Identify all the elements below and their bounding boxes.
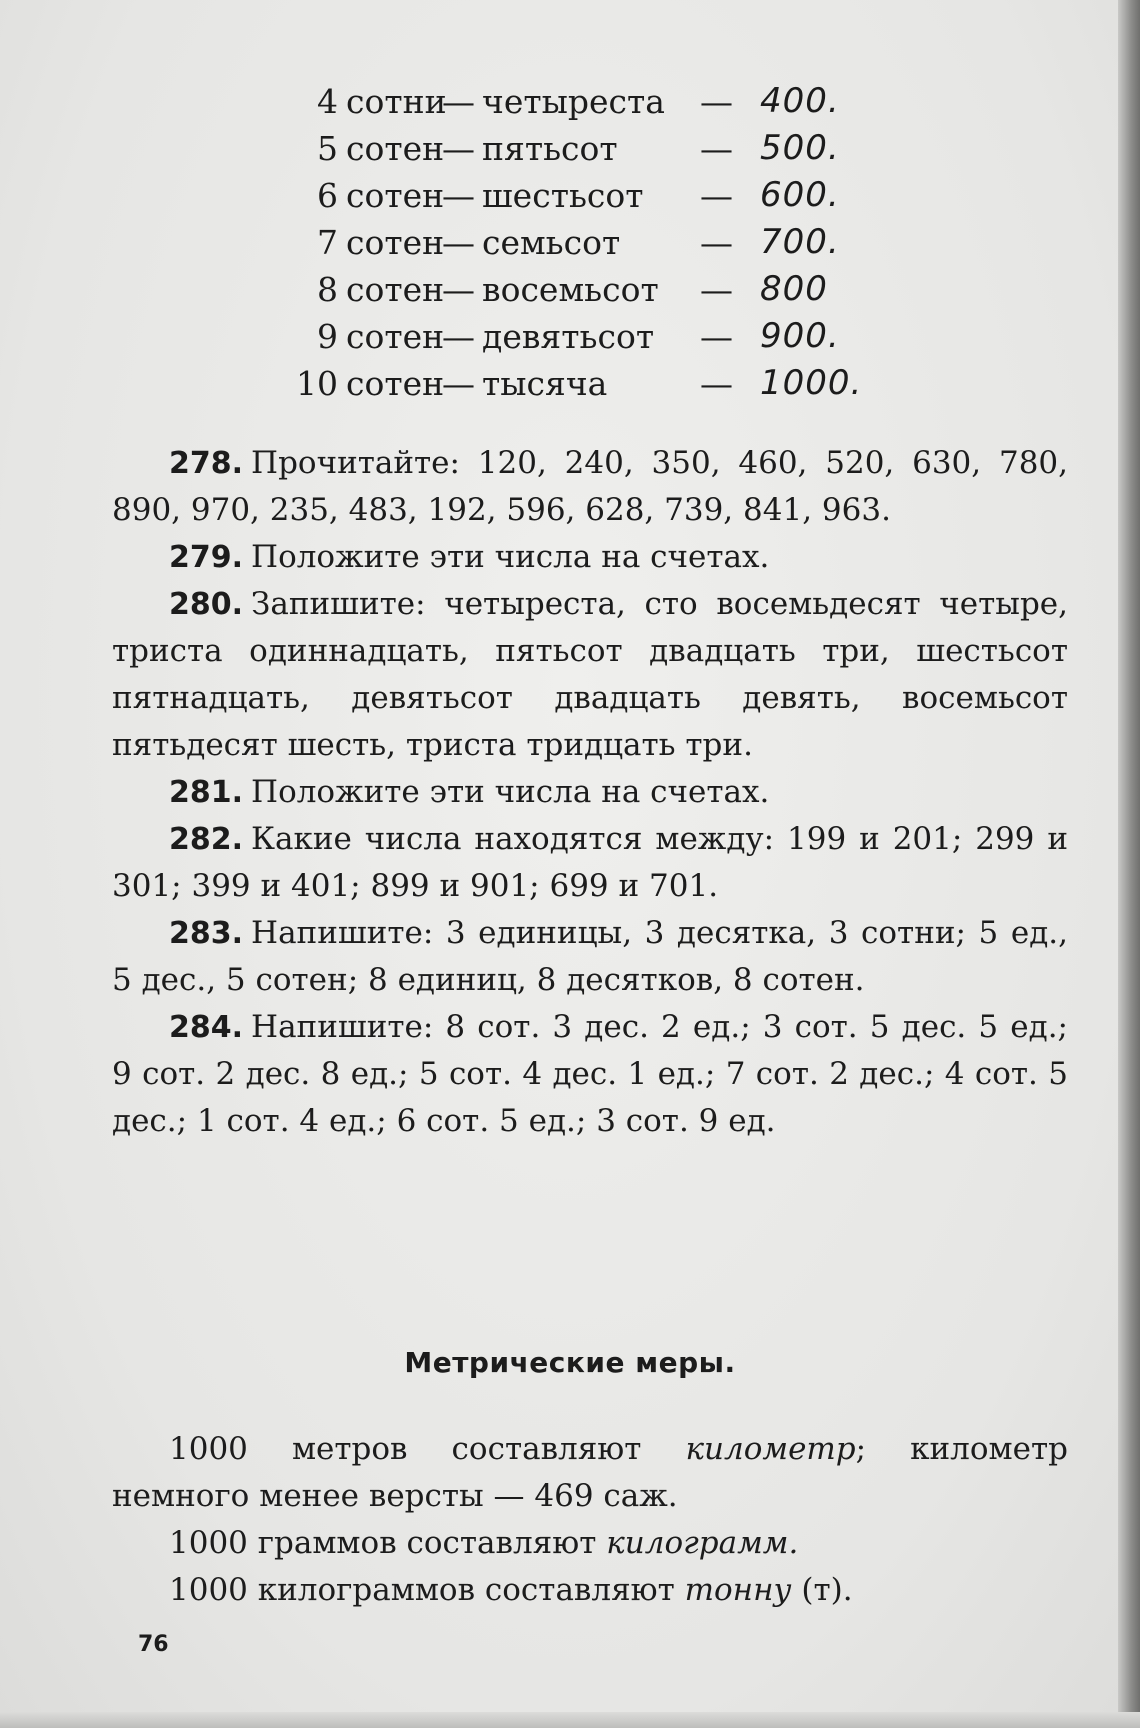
table-row (300, 125, 860, 172)
row-number: 900. (760, 316, 840, 356)
row-dash: — (700, 270, 733, 309)
exercise-number: 278. (169, 446, 244, 481)
exercise-279 (112, 534, 1068, 581)
metric-text: ; километр немного менее версты — 469 саж. (112, 1431, 1068, 1514)
row-dash: — (442, 317, 475, 356)
exercise-284 (112, 1004, 1068, 1145)
row-number: 800 (760, 269, 828, 309)
metric-text: (т). (791, 1572, 853, 1608)
row-word: сотен (346, 270, 445, 309)
exercise-number: 280. (169, 587, 244, 622)
table-row (300, 219, 860, 266)
metric-term: килограмм. (606, 1525, 799, 1561)
metric-text: 1000 граммов составляют (169, 1525, 597, 1561)
table-row (300, 172, 860, 219)
exercise-text: Положите эти числа на счетах. (251, 539, 770, 575)
row-dash: — (442, 129, 475, 168)
row-word: сотен (346, 364, 445, 403)
exercise-280 (112, 581, 1068, 769)
section-heading: Метрические меры. (404, 1346, 736, 1379)
row-count: 7 (317, 223, 338, 262)
page-bottom-shadow (0, 1712, 1140, 1728)
page-number: 76 (138, 1632, 169, 1657)
exercise-text: Какие числа находятся между: 199 и 201; 299 и 301; 399 и 401; 899 и 901; 699 и 701. (112, 821, 1068, 904)
metric-paragraph-ton (112, 1567, 1068, 1614)
exercise-number: 279. (169, 540, 244, 575)
exercise-278 (112, 440, 1068, 534)
row-name: тысяча (482, 364, 608, 403)
row-count: 4 (317, 82, 338, 121)
metric-term: тонну (684, 1572, 792, 1608)
row-name: восемьсот (482, 270, 659, 309)
exercise-282 (112, 816, 1068, 910)
table-row (296, 360, 863, 407)
row-dash: — (442, 364, 475, 403)
exercise-number: 284. (169, 1010, 244, 1045)
row-dash: — (442, 82, 475, 121)
page-edge-shadow (1118, 0, 1140, 1728)
exercise-text: Напишите: 3 единицы, 3 десятка, 3 сотни; 5 ед., 5 дес., 5 сотен; 8 единиц, 8 десятков, 8 сотен. (112, 915, 1068, 998)
row-count: 6 (317, 176, 338, 215)
exercise-list (112, 440, 1068, 1145)
table-row (300, 266, 860, 313)
metric-term: километр (685, 1431, 856, 1467)
hundreds-table (296, 78, 863, 407)
row-dash: — (700, 223, 733, 262)
row-word: сотен (346, 317, 445, 356)
exercise-text: Напишите: 8 сот. 3 дес. 2 ед.; 3 сот. 5 дес. 5 ед.; 9 сот. 2 дес. 8 ед.; 5 сот. 4 дес. 1 ед.; 7 сот. 2 дес.; 4 сот. 5 дес.; 1 сот. 4 ед.; 6 сот. 5 ед.; 3 сот. 9 ед. (112, 1009, 1068, 1139)
row-word: сотен (346, 129, 445, 168)
row-word: сотен (346, 223, 445, 262)
exercise-text: Запишите: четыреста, сто восемьдесят четыре, триста одиннадцать, пятьсот двадцать три, шестьсот пятнадцать, девятьсот двадцать девять, восемьсот пятьдесят шесть, триста тридцать три. (112, 586, 1068, 763)
row-dash: — (442, 270, 475, 309)
row-number: 500. (760, 128, 840, 168)
row-name: шестьсот (482, 176, 644, 215)
exercise-number: 283. (169, 916, 244, 951)
row-name: четыреста (482, 82, 665, 121)
row-count: 8 (317, 270, 338, 309)
row-word: сотен (346, 176, 445, 215)
row-dash: — (700, 364, 733, 403)
row-number: 1000. (760, 363, 863, 403)
metric-text: 1000 килограммов составляют (169, 1572, 675, 1608)
row-dash: — (700, 176, 733, 215)
exercise-text: Положите эти числа на счетах. (251, 774, 770, 810)
table-row (300, 313, 860, 360)
row-dash: — (442, 223, 475, 262)
row-count: 5 (317, 129, 338, 168)
row-dash: — (442, 176, 475, 215)
metric-paragraph-kg (112, 1520, 1068, 1567)
metric-section (112, 1426, 1068, 1614)
row-name: семьсот (482, 223, 621, 262)
row-number: 600. (760, 175, 840, 215)
row-dash: — (700, 317, 733, 356)
metric-text: 1000 метров составляют (169, 1431, 642, 1467)
row-name: пятьсот (482, 129, 618, 168)
exercise-283 (112, 910, 1068, 1004)
row-dash: — (700, 82, 733, 121)
row-name: девятьсот (482, 317, 655, 356)
row-dash: — (700, 129, 733, 168)
row-word: сотни (346, 82, 447, 121)
exercise-text: Прочитайте: 120, 240, 350, 460, 520, 630, 780, 890, 970, 235, 483, 192, 596, 628, 739, 841, 963. (112, 445, 1068, 528)
exercise-281 (112, 769, 1068, 816)
exercise-number: 282. (169, 822, 244, 857)
row-number: 700. (760, 222, 840, 262)
table-row (300, 78, 860, 125)
row-count: 10 (296, 364, 338, 403)
row-count: 9 (317, 317, 338, 356)
exercise-number: 281. (169, 775, 244, 810)
metric-paragraph-km (112, 1426, 1068, 1520)
row-number: 400. (760, 81, 840, 121)
